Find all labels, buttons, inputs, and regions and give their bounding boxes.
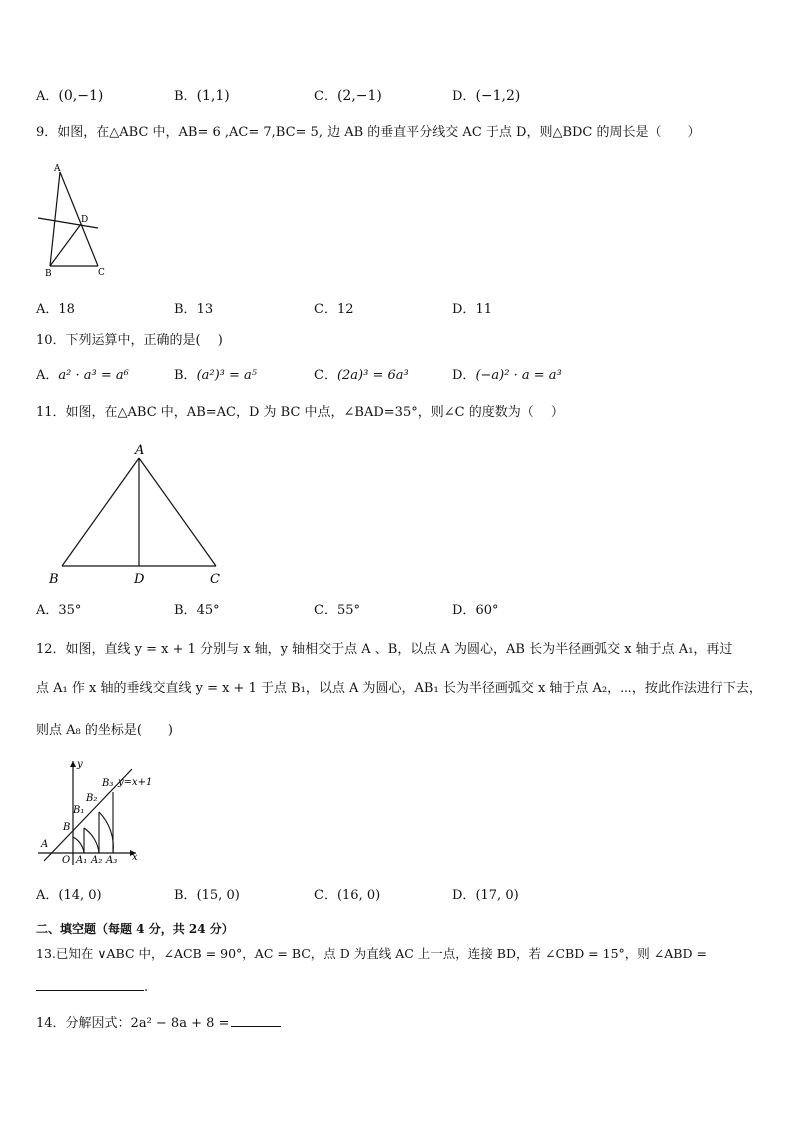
label-line: y=x+1 [118, 777, 153, 788]
label-c: C [210, 572, 220, 587]
q9-option-b [174, 301, 213, 319]
option-value: a² · a³ = a⁶ [58, 368, 129, 383]
q12-option-a [36, 887, 102, 905]
segment-ac [139, 458, 216, 566]
q12-text-line3: 则点 A₈ 的坐标是( ) [36, 723, 174, 738]
label-o: O [62, 855, 71, 866]
label-a: A [135, 443, 145, 458]
q11-text: 11．如图，在△ABC 中，AB=AC，D 为 BC 中点，∠BAD=35°，则∠C 的度数为（ ） [36, 405, 564, 420]
q8-option-b [174, 87, 230, 106]
arc-3 [99, 812, 113, 853]
option-label: C． [314, 89, 337, 104]
option-value: 45° [196, 603, 220, 618]
option-value: (−1,2) [475, 88, 521, 104]
y-axis-arrow [70, 761, 76, 767]
q11-option-a [36, 602, 81, 620]
option-label: D． [452, 888, 476, 903]
q14-line [36, 1014, 281, 1033]
option-label: B． [174, 89, 197, 104]
option-label: D． [452, 603, 476, 618]
option-label: B． [174, 302, 197, 317]
q9-option-d [452, 301, 492, 319]
segment-bd [50, 224, 81, 266]
q13-blank[interactable] [36, 978, 144, 991]
q13-tail: . [144, 980, 149, 995]
q9-text: 9．如图，在△ABC 中，AB= 6 ,AC= 7,BC= 5, 边 AB 的垂直平分线交 AC 于点 D，则△BDC 的周长是（ ） [36, 125, 701, 140]
q10-option-a [36, 367, 129, 385]
q14-blank[interactable] [231, 1014, 281, 1027]
q8-option-a [36, 87, 103, 106]
option-value: 55° [336, 603, 360, 618]
label-a3: A₃ [106, 855, 118, 866]
q11-figure [44, 440, 234, 590]
option-label: C． [314, 603, 337, 618]
option-label: C． [314, 368, 337, 383]
label-b: B [45, 269, 52, 279]
option-value: 11 [475, 302, 492, 317]
option-value: (2,−1) [336, 88, 382, 104]
q12-text-line2: 点 A₁ 作 x 轴的垂线交直线 y = x + 1 于点 B₁，以点 A 为圆心，AB₁ 长为半径画弧交 x 轴于点 A₂，⋯，按此作法进行下去， [36, 681, 762, 696]
q10-option-d [452, 367, 562, 385]
option-label: A． [36, 603, 59, 618]
option-label: D． [452, 368, 476, 383]
q11-option-c [314, 602, 360, 620]
option-value: 12 [336, 302, 354, 317]
q12-option-c [314, 887, 380, 905]
q12-text-line1: 12．如图，直线 y = x + 1 分别与 x 轴，y 轴相交于点 A 、B，以点 A 为圆心，AB 长为半径画弧交 x 轴于点 A₁，再过 [36, 642, 733, 657]
arc-2 [84, 828, 99, 853]
option-label: B． [174, 888, 197, 903]
option-value: 13 [196, 302, 214, 317]
label-a: A [54, 164, 61, 174]
option-label: B． [174, 603, 197, 618]
q10-option-b [174, 367, 257, 385]
q13-text: 13.已知在 ∨ABC 中，∠ACB = 90°，AC = BC，点 D 为直线 AC 上一点，连接 BD，若 ∠CBD = 15°，则 ∠ABD = [36, 946, 707, 961]
label-d: D [81, 215, 89, 225]
label-a2: A₂ [91, 855, 103, 866]
option-value: 18 [58, 302, 75, 317]
label-y: y [77, 759, 83, 770]
label-a: A [41, 839, 49, 850]
q11-option-d [452, 602, 498, 620]
option-value: (a²)³ = a⁵ [196, 368, 257, 383]
label-a1: A₁ [76, 855, 88, 866]
q9-option-a [36, 301, 75, 319]
option-label: A． [36, 89, 59, 104]
option-value: (14, 0) [58, 888, 102, 903]
label-b2: B₂ [86, 793, 98, 804]
q8-option-c [314, 87, 382, 106]
label-b1: B₁ [73, 805, 85, 816]
q12-option-d [452, 887, 519, 905]
option-value: (0,−1) [58, 88, 104, 104]
perpendicular-bisector [38, 218, 98, 228]
option-label: A． [36, 888, 59, 903]
option-value: (16, 0) [336, 888, 381, 903]
option-value: (2a)³ = 6a³ [336, 368, 409, 383]
label-c: C [98, 268, 105, 278]
option-value: 35° [58, 603, 82, 618]
q9-figure [34, 160, 114, 282]
option-label: A． [36, 302, 59, 317]
option-value: 60° [475, 603, 499, 618]
option-label: C． [314, 302, 337, 317]
label-b: B [49, 572, 59, 587]
option-label: C． [314, 888, 337, 903]
q14-text: 14．分解因式：2a² − 8a + 8 = [36, 1016, 230, 1031]
q12-option-b [174, 887, 240, 905]
option-value: (15, 0) [196, 888, 240, 903]
q10-text: 10．下列运算中，正确的是( ) [36, 333, 223, 348]
label-b3: B₃ [102, 778, 114, 789]
q9-option-c [314, 301, 354, 319]
option-value: (−a)² · a = a³ [475, 368, 562, 383]
option-value: (1,1) [196, 88, 230, 104]
option-label: B． [174, 368, 197, 383]
option-label: D． [452, 302, 476, 317]
segment-ac [60, 172, 98, 266]
section-fill-in-title: 二、填空题（每题 4 分，共 24 分） [36, 922, 234, 936]
segment-ab [50, 172, 60, 266]
option-label: A． [36, 368, 59, 383]
option-value: (17, 0) [475, 888, 519, 903]
option-label: D． [452, 89, 476, 104]
label-d: D [134, 572, 145, 587]
q10-option-c [314, 367, 409, 385]
q12-figure [36, 755, 176, 867]
label-x: x [132, 852, 138, 863]
arc-1 [73, 837, 84, 853]
q11-option-b [174, 602, 220, 620]
q8-option-d [452, 87, 520, 106]
label-b: B [63, 822, 71, 833]
segment-ab [62, 458, 139, 566]
q13-answer-line [36, 978, 148, 997]
